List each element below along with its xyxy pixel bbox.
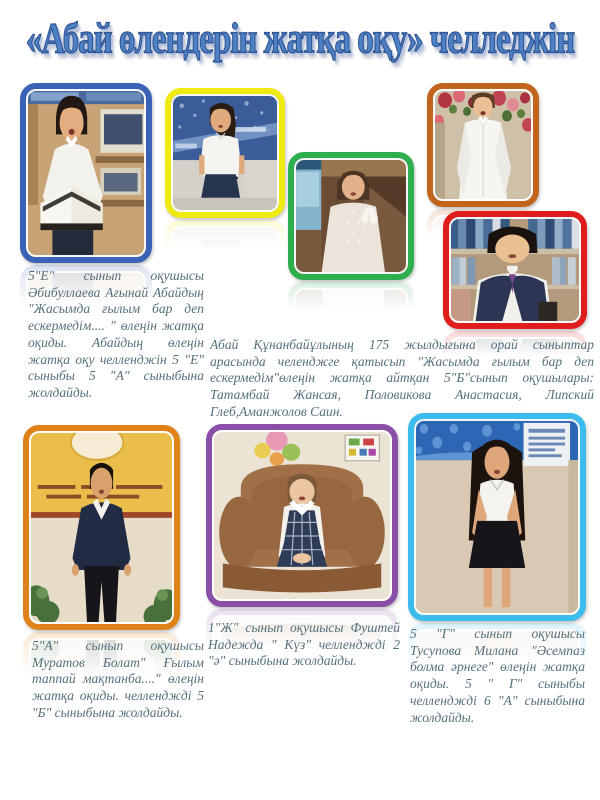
girl-polo-illustration [414, 419, 580, 615]
girl-armchair-illustration [212, 430, 392, 601]
girl-reading-book-illustration [26, 89, 146, 257]
photo-boy-vest [443, 211, 587, 329]
boy-flowers-illustration [433, 89, 533, 201]
caption-student-abibullaeva: 5"Е" сынып оқушысы Әбибуллаева Ағынай Абайдың "Жасымда ғылым бар деп ескермедім.... " өлеңін жатқа оқиды. Абайдың өлеңін жатқа оқу челленджін 5 "Е" сыныбы 5 "А" сыныбына жолдайды. [28, 268, 204, 401]
photo-boy-dark-sweater [23, 425, 180, 630]
photo-girl-lace-blouse [288, 152, 414, 280]
girl-lace-blouse-illustration [294, 158, 408, 274]
photo-girl-armchair [206, 424, 398, 607]
photo-girl-white-blouse [165, 88, 285, 218]
caption-student-muratov: 5"А" сынып оқушысы Муратов Болат" Ғылым таппай мақтанба...." өлеңін жатқа оқиды. челленджді 5 "Б" сыныбына жолдайды. [32, 638, 204, 720]
photo-girl-polo [408, 413, 586, 621]
photo-girl-reading-book [20, 83, 152, 263]
page-title: «Абай өлендерін жатқа оқу» челледжін [25, 16, 575, 63]
caption-class-5b-group: Абай Құнанбайұлының 175 жылдығына орай сыныптар арасында челенджге қатысып "Жасымда ғылым бар деп ескермедім"өлеңін жатқа айтқан 5"Б"сынып оқушылары: Татамбай Жансая, Половикова Анастасия, Липский Глеб,Аманжолов Саин. [210, 337, 594, 419]
boy-dark-sweater-illustration [29, 431, 174, 624]
photo-boy-flowers [427, 83, 539, 207]
boy-vest-illustration [449, 217, 581, 323]
caption-student-tusupova: 5 "Г" сынып оқушысы Тусупова Милана "Әсемпаз болма әрнеге" өлеңін жатқа оқиды. 5 " Г" сыныбы челленджді 6 "А" сыныбына жолдайды. [410, 626, 585, 725]
girl-white-blouse-illustration [171, 94, 279, 212]
caption-student-fushtey: 1"Ж" сынып оқушысы Фуштей Надежда " Күз" челленджді 2 "ә" сыныбына жолдайды. [208, 620, 400, 669]
